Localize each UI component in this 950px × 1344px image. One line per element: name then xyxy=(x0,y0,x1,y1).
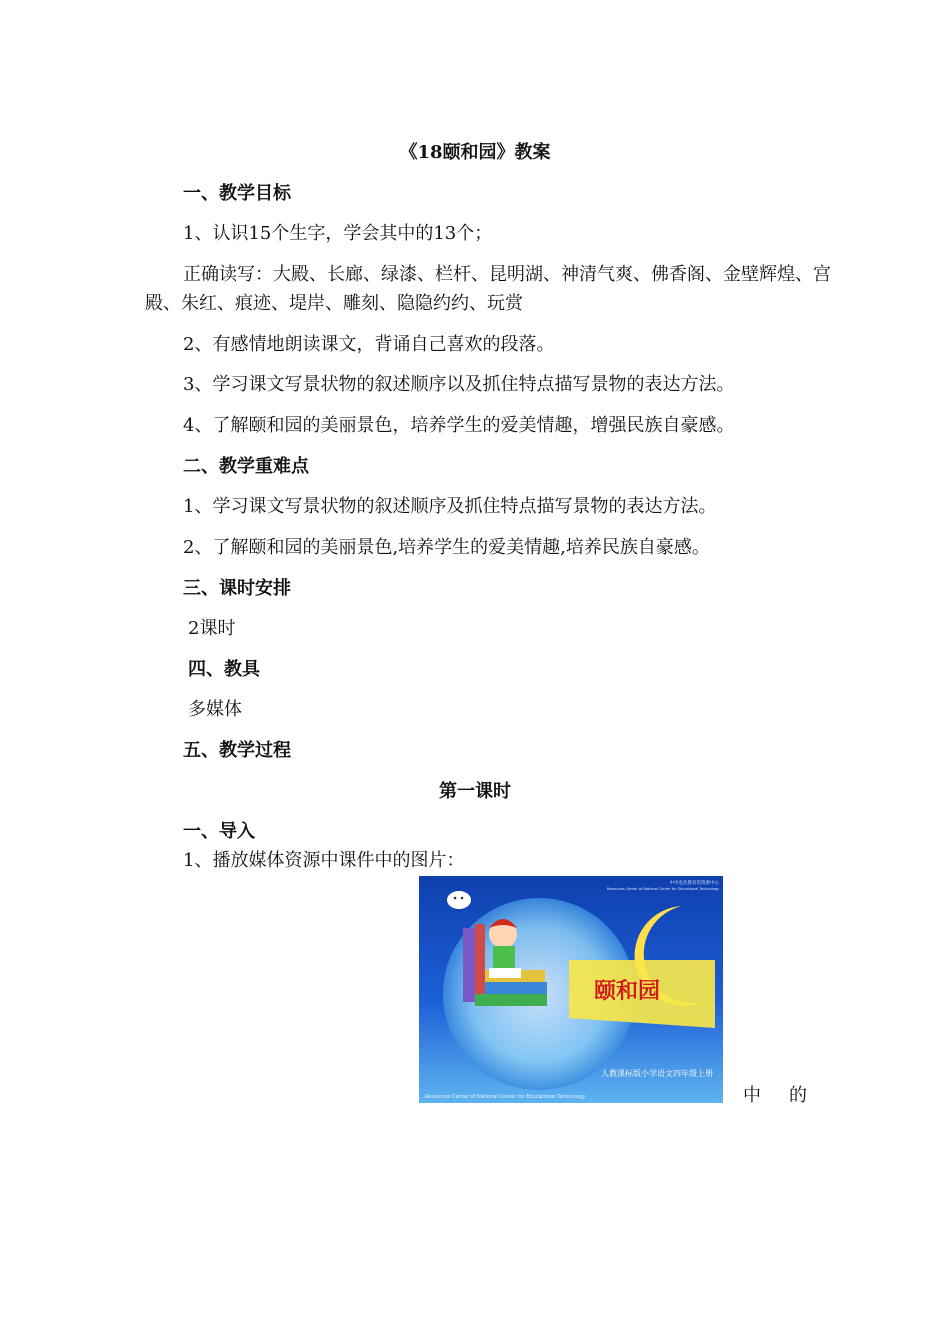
intro-item-1: 1、播放媒体资源中课件中的图片： xyxy=(183,850,465,871)
tools-value: 多媒体 xyxy=(188,699,242,720)
page-title: 《18颐和园》教案 xyxy=(399,142,551,163)
courseware-credit-bottom: Resources Center of National Center for Educational Technology xyxy=(425,1094,586,1100)
keypoint-item-1: 1、学习课文写景状物的叙述顺序及抓住特点描写景物的表达方法。 xyxy=(183,496,717,517)
goal-item-3: 3、学习课文写景状物的叙述顺序以及抓住特点描写景物的表达方法。 xyxy=(183,374,735,395)
courseware-title: 颐和园 xyxy=(593,978,661,1004)
section-heading-intro: 一、导入 xyxy=(183,821,255,842)
goal-item-4: 4、了解颐和园的美丽景色，培养学生的爱美情趣，增强民族自豪感。 xyxy=(183,415,735,436)
lesson-title: 第一课时 xyxy=(439,781,511,802)
goal-item-1: 1、认识15个生字，学会其中的13个； xyxy=(183,223,493,244)
courseware-subtitle: 人教课标版小学语文四年级上册 xyxy=(601,1069,713,1078)
courseware-illustration xyxy=(419,876,723,1103)
section-heading-goals: 一、教学目标 xyxy=(183,183,291,204)
courseware-credit-top: 中央电化教育馆资源中心 xyxy=(669,881,719,886)
goal-words-line-2: 殿、朱红、痕迹、堤岸、雕刻、隐隐约约、玩赏 xyxy=(145,293,523,314)
section-heading-tools: 四、教具 xyxy=(188,659,260,680)
courseware-image xyxy=(419,876,723,1103)
goal-words-line-1: 正确读写：大殿、长廊、绿漆、栏杆、昆明湖、神清气爽、佛香阁、金壁辉煌、宫 xyxy=(183,264,831,285)
section-heading-process: 五、教学过程 xyxy=(183,740,291,761)
goal-item-2: 2、有感情地朗读课文，背诵自己喜欢的段落。 xyxy=(183,334,555,355)
section-heading-schedule: 三、课时安排 xyxy=(183,578,291,599)
trailing-text-1: 中 xyxy=(743,1085,761,1106)
cloud-icon xyxy=(447,891,471,909)
section-heading-keypoints: 二、教学重难点 xyxy=(183,456,309,477)
keypoint-item-2: 2、了解颐和园的美丽景色,培养学生的爱美情趣,培养民族自豪感。 xyxy=(183,537,710,558)
courseware-credit-top-en: Resources Center of National Center for Educational Technology xyxy=(606,887,719,891)
trailing-text-2: 的 xyxy=(789,1085,807,1106)
schedule-value: 2课时 xyxy=(188,618,236,639)
